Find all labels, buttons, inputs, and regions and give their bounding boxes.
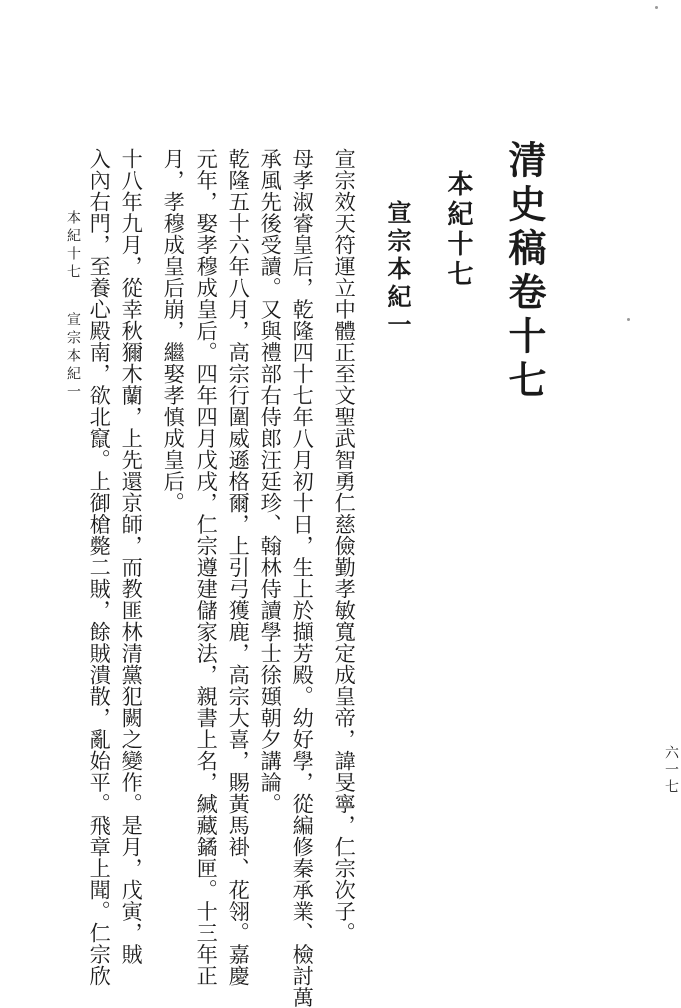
body-line-2: 母孝淑睿皇后，乾隆四十七年八月初十日，生上於擷芳殿。幼好學，從編修秦承業、檢討萬 [290,148,316,1008]
scan-speck [655,6,658,9]
body-line-5: 元年，娶孝穆成皇后。四年四月戊戌，仁宗遵建儲家法，親書上名，緘藏鐍匣。十三年正 [194,148,220,987]
body-line-8: 入內右門，至養心殿南，欲北竄。上御槍斃二賊，餘賊潰散，亂始平。飛章上聞。仁宗欣 [87,148,113,987]
annals-subtitle: 本紀十七 [443,170,473,290]
running-head-right: 宣宗本紀一 [65,312,81,402]
page-number: 六一七 [663,745,679,796]
body-line-1: 宣宗效天符運立中體正至文聖武智勇仁慈儉勤孝敏寬定成皇帝，諱旻寧，仁宗次子。 [332,148,358,944]
volume-title: 清史稿卷十七 [502,140,547,404]
scan-speck [627,318,630,321]
body-line-6: 月，孝穆成皇后崩，繼娶孝慎成皇后。 [161,148,187,514]
body-line-4: 乾隆五十六年八月，高宗行圍威遜格爾，上引弓獲鹿，高宗大喜，賜黃馬褂、花翎。嘉慶 [226,148,252,987]
running-head-left: 本紀十七 [65,210,81,282]
running-head [66,210,80,402]
body-line-3: 承風先後受讀。又與禮部右侍郎汪廷珍、翰林侍讀學士徐頲朝夕講論。 [258,148,284,815]
body-line-7: 十八年九月，從幸秋獮木蘭，上先還京師，而教匪林清黨犯闕之變作。是月，戊寅，賊 [119,148,145,965]
section-title: 宣宗本紀一 [383,200,412,340]
